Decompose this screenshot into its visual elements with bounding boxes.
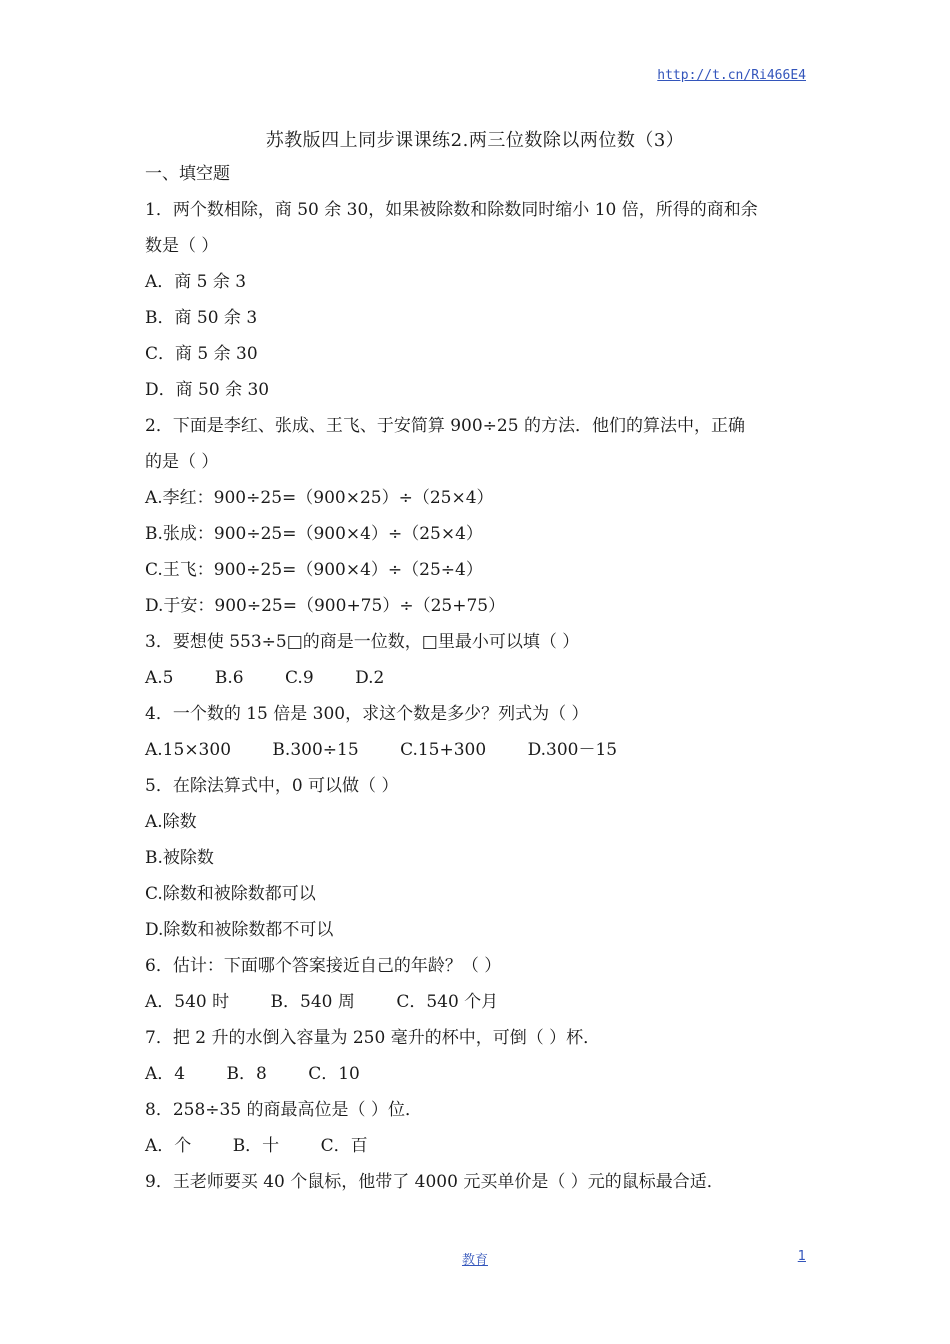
header-link[interactable]: http://t.cn/Ri466E4	[657, 68, 806, 83]
q8-option-a: A．个	[145, 1136, 192, 1156]
q4-option-b: B.300÷15	[272, 740, 359, 760]
q6-option-a: A．540 时	[145, 992, 230, 1012]
q4-option-c: C.15+300	[400, 740, 487, 760]
q9-text: 9．王老师要买 40 个鼠标，他带了 4000 元买单价是（ ）元的鼠标最合适．	[145, 1172, 724, 1192]
q5-option-d: D.除数和被除数都不可以	[145, 920, 334, 940]
q7-options	[145, 1058, 810, 1094]
q2-text-line2: 的是（ ）	[145, 452, 219, 472]
q3-option-b: B.6	[214, 668, 244, 688]
q7-text: 7．把 2 升的水倒入容量为 250 毫升的杯中，可倒（ ）杯．	[145, 1028, 601, 1048]
q1-text-line1: 1．两个数相除，商 50 余 30，如果被除数和除数同时缩小 10 倍，所得的商和余	[145, 200, 758, 220]
q1-option-a: A．商 5 余 3	[145, 272, 247, 292]
q5-text: 5．在除法算式中，0 可以做（ ）	[145, 776, 399, 796]
section-heading: 一、填空题	[145, 164, 230, 184]
q4-option-a: A.15×300	[145, 740, 232, 760]
q1-option-b: B．商 50 余 3	[145, 308, 258, 328]
q6-option-c: C．540 个月	[396, 992, 499, 1012]
q8-option-c: C．百	[320, 1136, 368, 1156]
q6-options	[145, 986, 810, 1022]
q3-options	[145, 662, 810, 698]
q1-option-d: D．商 50 余 30	[145, 380, 270, 400]
q4-text: 4．一个数的 15 倍是 300，求这个数是多少？列式为（ ）	[145, 704, 589, 724]
q3-option-c: C.9	[285, 668, 314, 688]
page-number[interactable]: 1	[797, 1249, 806, 1264]
page-title: 苏教版四上同步课课练2.两三位数除以两位数（3）	[265, 130, 685, 151]
q5-option-a: A.除数	[145, 812, 197, 832]
q1-text-line2: 数是（ ）	[145, 236, 219, 256]
q3-option-d: D.2	[355, 668, 385, 688]
q8-option-b: B．十	[232, 1136, 280, 1156]
q8-options	[145, 1130, 810, 1166]
q6-option-b: B．540 周	[270, 992, 355, 1012]
q5-option-b: B.被除数	[145, 848, 214, 868]
q2-option-b: B.张成：900÷25=（900×4）÷（25×4）	[145, 524, 483, 544]
q7-option-a: A．4	[145, 1064, 186, 1084]
q4-option-d: D.300－15	[527, 740, 618, 760]
q4-options	[145, 734, 810, 770]
footer-link[interactable]: 教育	[461, 1253, 488, 1268]
question-list	[145, 158, 810, 1202]
q6-text: 6．估计：下面哪个答案接近自己的年龄？（ ）	[145, 956, 502, 976]
q7-option-c: C．10	[308, 1064, 360, 1084]
q2-option-c: C.王飞：900÷25=（900×4）÷（25÷4）	[145, 560, 483, 580]
q2-option-d: D.于安：900÷25=（900+75）÷（25+75）	[145, 596, 506, 616]
q3-text: 3．要想使 553÷5□的商是一位数，□里最小可以填（ ）	[145, 632, 580, 652]
q3-option-a: A.5	[145, 668, 174, 688]
q7-option-b: B．8	[226, 1064, 267, 1084]
q2-text-line1: 2．下面是李红、张成、王飞、于安简算 900÷25 的方法．他们的算法中，正确	[145, 416, 745, 436]
q2-option-a: A.李红：900÷25=（900×25）÷（25×4）	[145, 488, 494, 508]
q8-text: 8．258÷35 的商最高位是（ ）位．	[145, 1100, 422, 1120]
q5-option-c: C.除数和被除数都可以	[145, 884, 316, 904]
q1-option-c: C．商 5 余 30	[145, 344, 258, 364]
